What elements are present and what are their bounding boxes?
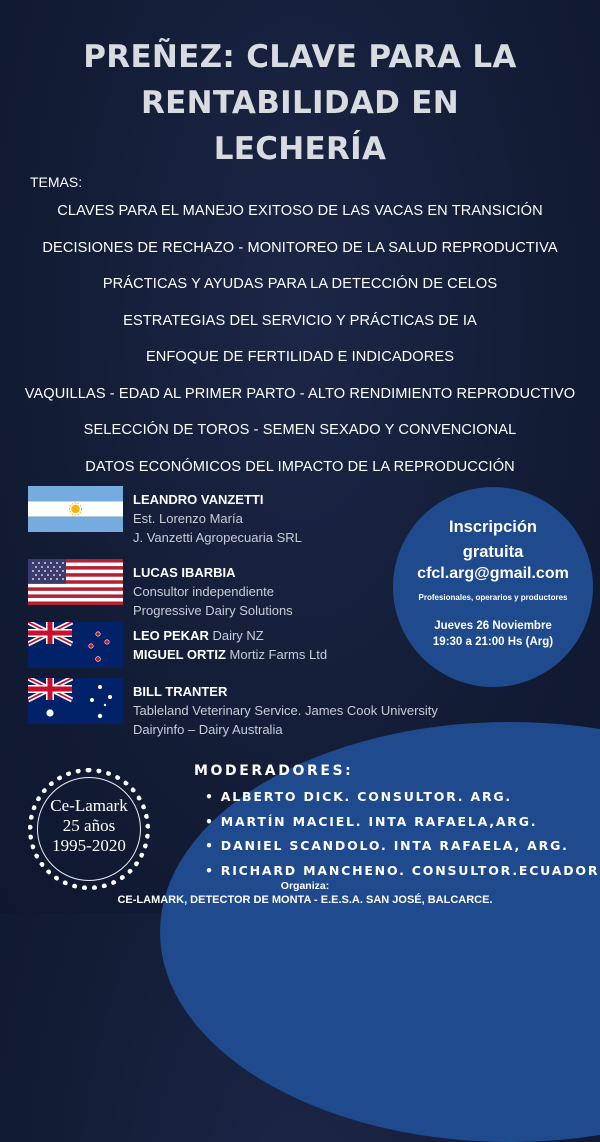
organizer-text: CE-LAMARK, DETECTOR DE MONTA - E.E.S.A. SAN JOSÉ, BALCARCE. xyxy=(117,894,493,906)
topics-list xyxy=(0,200,600,492)
topic-item: DECISIONES DE RECHAZO - MONITOREO DE LA SALUD REPRODUCTIVA xyxy=(42,239,558,256)
registration-email[interactable]: cfcl.arg@gmail.com xyxy=(417,565,569,582)
speaker-affiliation: Mortiz Farms Ltd xyxy=(225,647,328,662)
argentina-flag-icon xyxy=(28,486,123,532)
topic-item: ESTRATEGIAS DEL SERVICIO Y PRÁCTICAS DE IA xyxy=(123,312,477,329)
event-datetime xyxy=(393,618,593,650)
topic-item: ENFOQUE DE FERTILIDAD E INDICADORES xyxy=(145,349,455,365)
page-title xyxy=(0,34,600,172)
bullet-icon: • xyxy=(205,862,215,878)
audience-text: Profesionales, operarios y productores xyxy=(418,593,568,602)
bullet-icon: • xyxy=(205,789,215,804)
moderator-name: RICHARD MANCHENO. CONSULTOR.ECUADOR xyxy=(220,862,600,878)
topic-item: VAQUILLAS - EDAD AL PRIMER PARTO - ALTO RENDIMIENTO REPRODUCTIVO xyxy=(24,385,576,402)
speaker-name: LUCAS IBARBIA xyxy=(133,565,236,580)
moderator-item xyxy=(205,812,599,837)
decorative-blue-shape xyxy=(160,722,600,1142)
speaker-affiliation: Dairy NZ xyxy=(208,628,264,643)
topic-item: DATOS ECONÓMICOS DEL IMPACTO DE LA REPRODUCCIÓN xyxy=(85,458,515,475)
registration-circle xyxy=(393,487,593,687)
moderators-list xyxy=(205,787,599,885)
bullet-icon: • xyxy=(205,813,215,829)
speaker-affiliation: Progressive Dairy Solutions xyxy=(133,603,293,618)
moderator-item xyxy=(205,787,599,812)
new-zealand-flag-icon xyxy=(28,622,123,668)
badge-line-3: 1995-2020 xyxy=(52,836,126,855)
speaker-name: LEANDRO VANZETTI xyxy=(133,492,264,507)
speaker-affiliation: Consultor independiente xyxy=(133,584,274,599)
speaker-name: LEO PEKAR xyxy=(133,628,209,643)
title-line-2: RENTABILIDAD EN xyxy=(140,85,460,121)
event-date: Jueves 26 Noviembre xyxy=(434,620,552,632)
speaker-name: MIGUEL ORTIZ xyxy=(133,647,226,662)
moderator-name: MARTÍN MACIEL. INTA RAFAELA,ARG. xyxy=(220,813,538,829)
title-line-1: PREÑEZ: CLAVE PARA LA xyxy=(83,39,517,75)
anniversary-badge xyxy=(28,768,150,890)
moderators-title: MODERADORES: xyxy=(194,763,354,779)
speaker-affiliation: Dairyinfo – Dairy Australia xyxy=(133,722,283,737)
moderator-item xyxy=(205,836,599,861)
bullet-icon: • xyxy=(205,838,215,853)
topic-item: SELECCIÓN DE TOROS - SEMEN SEXADO Y CONVENCIONAL xyxy=(83,422,517,438)
australia-flag-icon xyxy=(28,678,123,724)
topic-item: CLAVES PARA EL MANEJO EXITOSO DE LAS VACAS EN TRANSICIÓN xyxy=(57,203,543,219)
registration-heading xyxy=(393,515,593,565)
registration-line-1: Inscripción xyxy=(448,518,538,536)
event-time: 19:30 a 21:00 Hs (Arg) xyxy=(432,636,554,648)
usa-flag-icon xyxy=(28,559,123,605)
organizer-label: Organiza: xyxy=(280,880,330,892)
registration-line-2: gratuita xyxy=(462,543,524,561)
topics-label: TEMAS: xyxy=(30,174,83,190)
title-line-3: LECHERÍA xyxy=(213,131,387,167)
moderator-name: DANIEL SCANDOLO. INTA RAFAELA, ARG. xyxy=(220,838,569,853)
topic-item: PRÁCTICAS Y AYUDAS PARA LA DETECCIÓN DE CELOS xyxy=(102,276,498,292)
speaker-affiliation: Tableland Veterinary Service. James Cook University xyxy=(133,703,438,718)
badge-line-2: 25 años xyxy=(62,816,116,835)
speaker-affiliation: Est. Lorenzo María xyxy=(133,511,243,526)
moderator-name: ALBERTO DICK. CONSULTOR. ARG. xyxy=(220,789,512,804)
speaker-name: BILL TRANTER xyxy=(133,684,228,699)
badge-line-1: Ce-Lamark xyxy=(50,796,128,815)
speaker-affiliation: J. Vanzetti Agropecuaria SRL xyxy=(133,530,302,545)
